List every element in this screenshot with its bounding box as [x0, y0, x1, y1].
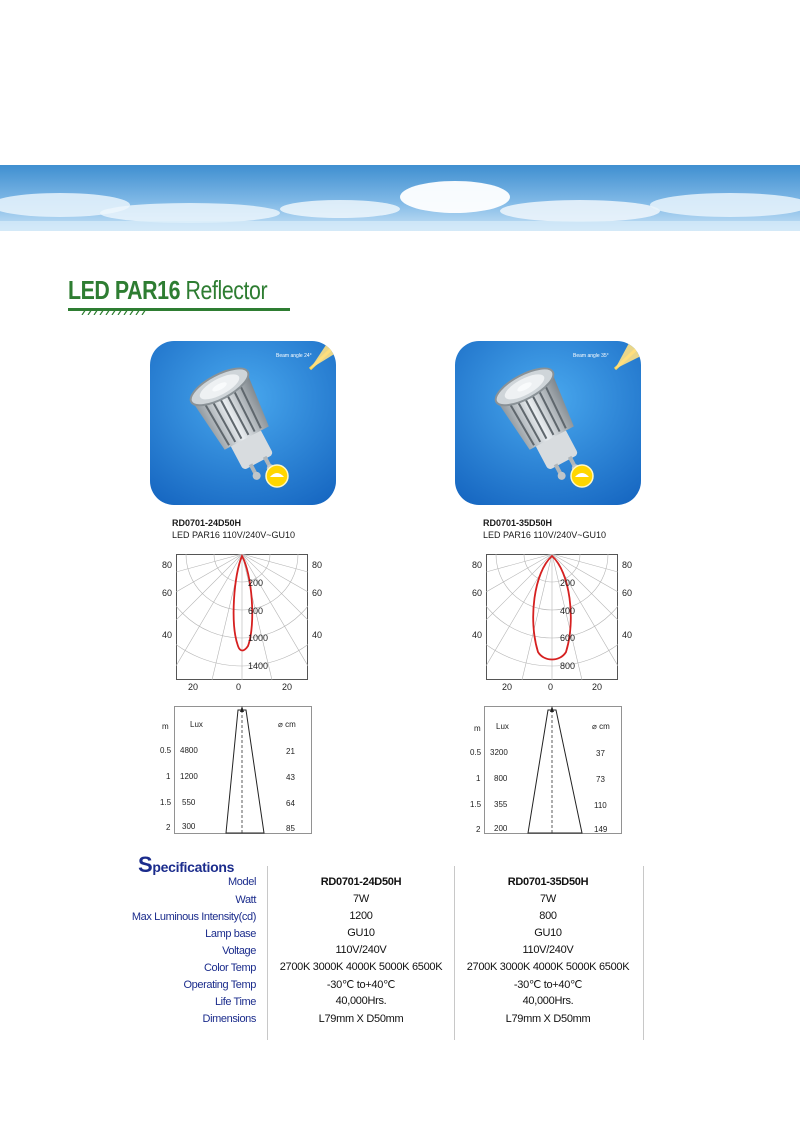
polar-radial-tick: 200 [560, 578, 576, 588]
table-cell-distance: 1 [476, 774, 481, 783]
table-cell-lux: 550 [182, 798, 196, 807]
polar-side-tick: 40 [312, 630, 323, 640]
col-header-distance: m [474, 724, 481, 733]
product-description: LED PAR16 110V/240V~GU10 [172, 530, 295, 540]
spec-label: Max Luminous Intensity(cd) [131, 911, 256, 923]
spec-label: Voltage [222, 945, 256, 957]
table-cell-distance: 2 [166, 823, 171, 832]
table-cell-diameter: 64 [286, 799, 295, 808]
spec-value: 2700K 3000K 4000K 5000K 6500K [279, 961, 443, 973]
polar-bottom-tick: 0 [548, 682, 554, 692]
polar-distribution-chart [162, 554, 323, 692]
diameter-icon: ⌀ [278, 720, 283, 729]
title-hatch-decoration [80, 309, 150, 315]
table-cell-distance: 2 [476, 825, 481, 834]
table-cell-distance: 0.5 [470, 748, 482, 757]
polar-radial-tick: 800 [560, 661, 576, 671]
spec-label: Operating Temp [183, 979, 256, 991]
polar-bottom-tick: 20 [282, 682, 293, 692]
product-caption [483, 517, 606, 541]
product-photo-card [455, 341, 641, 505]
polar-radial-tick: 600 [248, 606, 264, 616]
spec-value: 7W [540, 893, 556, 905]
spec-label: Watt [235, 894, 256, 906]
polar-distribution-chart [472, 554, 633, 692]
illuminance-table [160, 706, 312, 834]
table-cell-lux: 3200 [490, 748, 508, 757]
polar-side-tick: 60 [472, 588, 483, 598]
polar-chart-grid [486, 554, 618, 680]
polar-side-tick: 40 [162, 630, 173, 640]
polar-side-tick: 80 [622, 560, 633, 570]
polar-side-tick: 40 [622, 630, 633, 640]
polar-radial-tick: 1000 [248, 633, 269, 643]
table-cell-diameter: 37 [596, 749, 605, 758]
table-cell-lux: 1200 [180, 772, 198, 781]
polar-radial-tick: 400 [560, 606, 576, 616]
spec-value: -30℃ to+40℃ [513, 979, 583, 991]
spec-label: Dimensions [202, 1013, 256, 1025]
table-cell-distance: 1.5 [470, 800, 482, 809]
spec-value-model-2: RD0701-35D50H [507, 876, 589, 888]
spec-label: Color Temp [203, 962, 256, 974]
product-model-code: RD0701-24D50H [172, 518, 242, 528]
polar-radial-tick: 200 [248, 578, 264, 588]
polar-chart-grid [176, 554, 308, 680]
table-cell-lux: 4800 [180, 746, 198, 755]
spec-value: 800 [539, 910, 557, 922]
polar-radial-tick: 600 [560, 633, 576, 643]
table-cell-lux: 800 [494, 774, 508, 783]
beam-angle-label: Beam angle 24° [276, 353, 312, 359]
table-cell-lux: 300 [182, 822, 196, 831]
spec-value: L79mm X D50mm [318, 1013, 404, 1025]
spec-value: GU10 [534, 927, 562, 939]
col-header-diameter: ⌀ cm [592, 722, 610, 731]
polar-side-tick: 40 [472, 630, 483, 640]
col-header-distance: m [162, 722, 169, 731]
col-header-lux: Lux [190, 720, 203, 729]
spec-label: Lamp base [205, 928, 256, 940]
polar-side-tick: 80 [162, 560, 173, 570]
table-cell-distance: 1.5 [160, 798, 172, 807]
table-cell-lux: 355 [494, 800, 508, 809]
spec-value: L79mm X D50mm [505, 1013, 591, 1025]
spec-column-divider [643, 866, 644, 1040]
product-description: LED PAR16 110V/240V~GU10 [483, 530, 606, 540]
page-title: LED PAR16 Reflector [68, 275, 268, 305]
spec-value: 2700K 3000K 4000K 5000K 6500K [466, 961, 630, 973]
spec-value-model-1: RD0701-24D50H [320, 876, 402, 888]
polar-bottom-tick: 0 [236, 682, 242, 692]
table-cell-lux: 200 [494, 824, 508, 833]
spec-value: 1200 [349, 910, 373, 922]
table-cell-distance: 0.5 [160, 746, 172, 755]
polar-side-tick: 80 [472, 560, 483, 570]
table-cell-diameter: 21 [286, 747, 295, 756]
polar-radial-tick: 1400 [248, 661, 269, 671]
polar-side-tick: 60 [162, 588, 173, 598]
col-header-lux: Lux [496, 722, 509, 731]
polar-bottom-tick: 20 [592, 682, 603, 692]
polar-side-tick: 80 [312, 560, 323, 570]
product-photo-card [150, 341, 336, 505]
table-cell-diameter: 73 [596, 775, 605, 784]
spec-value: 7W [353, 893, 369, 905]
illuminance-table [470, 706, 622, 834]
specifications-heading: Specifications [138, 852, 235, 877]
spec-value: 40,000Hrs. [335, 995, 387, 1007]
spec-value: 110V/240V [335, 944, 387, 956]
product-caption [172, 517, 295, 541]
polar-bottom-tick: 20 [502, 682, 513, 692]
beam-angle-label: Beam angle 35° [573, 353, 609, 359]
diameter-icon: ⌀ [592, 722, 597, 731]
polar-bottom-tick: 20 [188, 682, 199, 692]
table-cell-distance: 1 [166, 772, 171, 781]
spec-value: 110V/240V [522, 944, 574, 956]
table-cell-diameter: 110 [594, 801, 607, 810]
spec-label: Life Time [214, 996, 256, 1008]
lamp-photo-illustration [150, 341, 336, 505]
product-model-code: RD0701-35D50H [483, 518, 553, 528]
col-header-diameter: ⌀ cm [278, 720, 296, 729]
spec-value: -30℃ to+40℃ [326, 979, 396, 991]
spec-value: GU10 [347, 927, 375, 939]
polar-side-tick: 60 [622, 588, 633, 598]
sky-banner [0, 165, 800, 231]
table-cell-diameter: 149 [594, 825, 608, 834]
spec-label: Model [228, 876, 256, 888]
spec-value: 40,000Hrs. [522, 995, 574, 1007]
polar-side-tick: 60 [312, 588, 323, 598]
lamp-photo-illustration [455, 341, 641, 505]
table-cell-diameter: 85 [286, 824, 295, 833]
table-cell-diameter: 43 [286, 773, 295, 782]
